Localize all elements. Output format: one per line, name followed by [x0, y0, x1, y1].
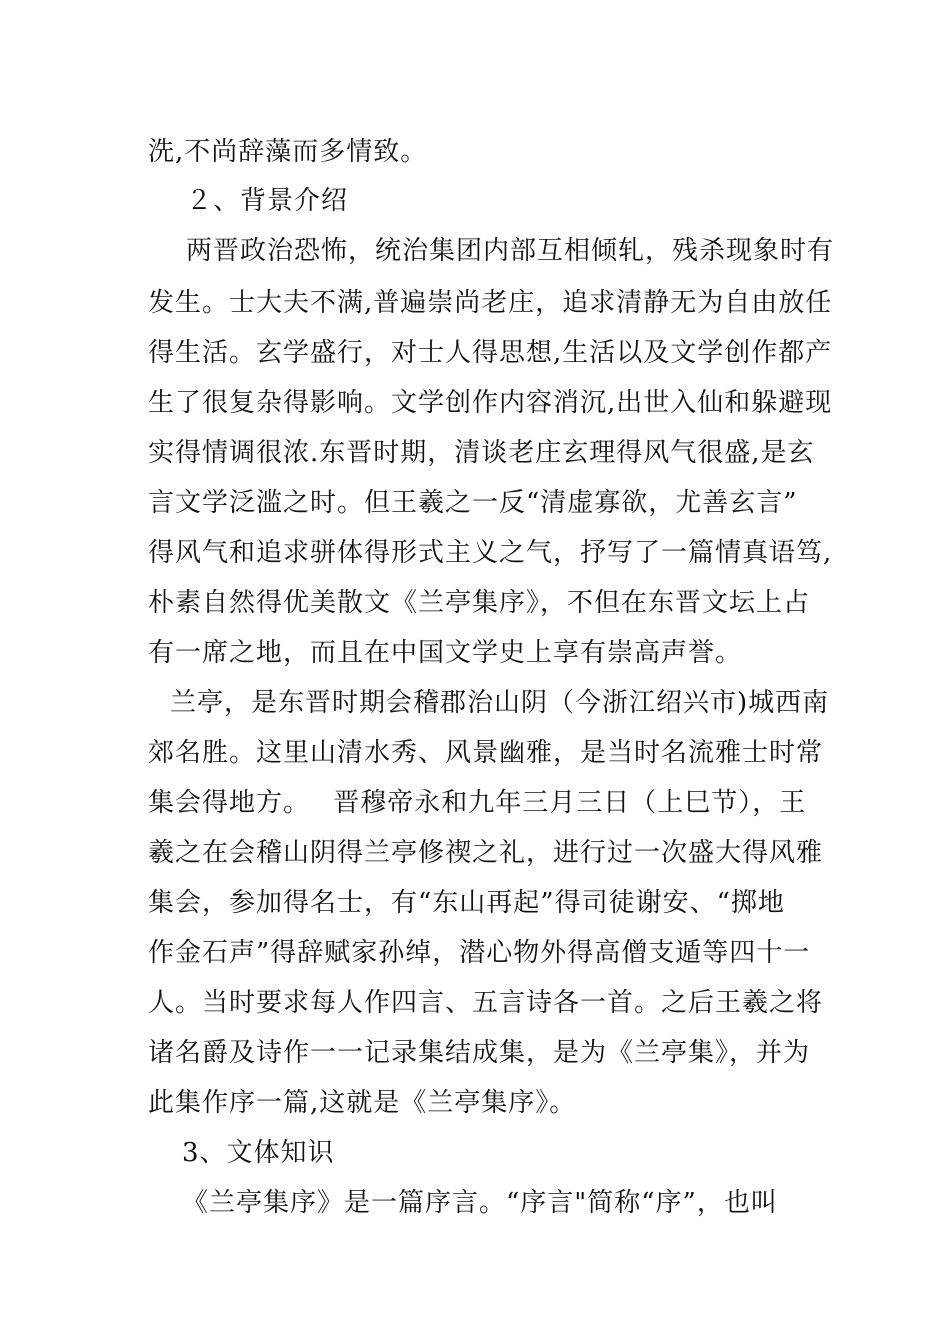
text-line: 集会得地方。 晋穆帝永和九年三月三日（上巳节），王 [148, 788, 807, 818]
section-heading-genre: 3、文体知识 [182, 1138, 335, 1168]
text-line: 郊名胜。这里山清水秀、风景幽雅，是当时名流雅士时常 [148, 738, 824, 768]
text-line: 集会，参加得名士，有“东山再起”得司徒谢安、“掷地 [148, 888, 785, 918]
text-line: 言文学泛滥之时。但王羲之一反“清虚寡欲，尤善玄言” [148, 488, 798, 518]
paragraph-first-line: 兰亭，是东晋时期会稽郡治山阴（今浙江绍兴市)城西南 [170, 688, 830, 718]
text-line: 人。当时要求每人作四言、五言诗各一首。之后王羲之将 [148, 988, 824, 1018]
text-line: 此集作序一篇,这就是《兰亭集序》。 [148, 1088, 577, 1118]
text-line: 生了很复杂得影响。文学创作内容消沉,出世入仙和躲避现 [148, 388, 833, 418]
text-line: 有一席之地，而且在中国文学史上享有崇高声誉。 [148, 638, 743, 668]
text-line: 得风气和追求骈体得形式主义之气，抒写了一篇情真语笃, [148, 538, 833, 568]
text-line: 得生活。玄学盛行，对士人得思想,生活以及文学创作都产 [148, 338, 833, 368]
text-line: 诸名爵及诗作一一记录集结成集，是为《兰亭集》，并为 [148, 1038, 811, 1068]
text-line: 发生。士大夫不满,普遍崇尚老庄，追求清静无为自由放任 [148, 288, 833, 318]
text-line: 羲之在会稽山阴得兰亭修禊之礼，进行过一次盛大得风雅 [148, 838, 824, 868]
paragraph-first-line: 两晋政治恐怖，统治集团内部互相倾轧，残杀现象时有 [186, 236, 835, 266]
text-line: 洗,不尚辞藻而多情致。 [148, 137, 428, 167]
section-heading-background: ２、背景介绍 [186, 186, 349, 216]
text-line: 作金石声”得辞赋家孙绰，潜心物外得高僧支遁等四十一 [148, 938, 811, 968]
paragraph-first-line: 《兰亭集序》是一篇序言。“序言"简称“序”，也叫 [182, 1188, 778, 1218]
text-line: 朴素自然得优美散文《兰亭集序》，不但在东晋文坛上占 [148, 588, 811, 618]
text-line: 实得情调很浓.东晋时期，清谈老庄玄理得风气很盛,是玄 [148, 438, 815, 468]
